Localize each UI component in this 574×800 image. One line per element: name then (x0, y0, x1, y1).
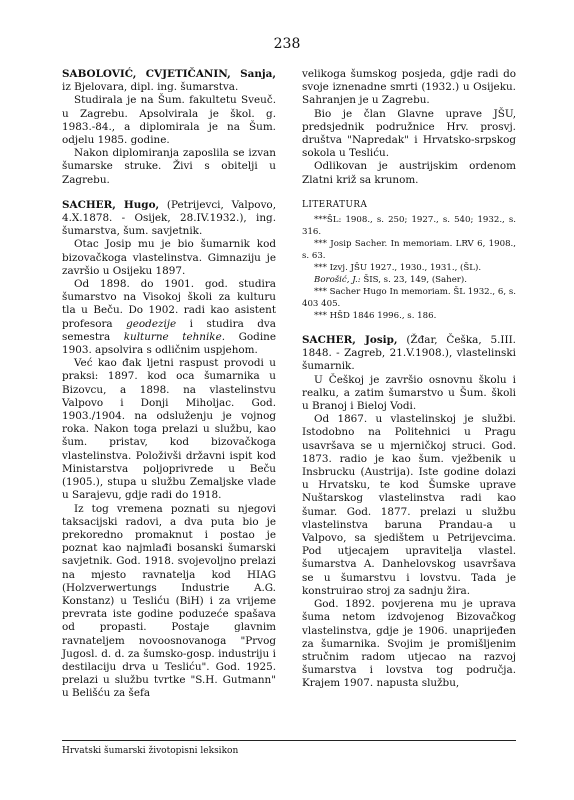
paragraph: Od 1867. u vlastelinskoj je službi. Istodobno na Politehnici u Pragu usavršava se u mjerničkoj struci. God. 1873. radio je kao šum. vježbenik u Insbrucku (Austrija). Iste godine dolazi u Hrvatsku, te kod Šumske uprave Nuštarskog vlastelinstva radi kao šumar. God. 1877. prelazi u službu vlastelinstva baruna Prandau-a u Valpovo, sa sjedištem u Petrijevcima. Pod utjecajem upravitelja vlastel. šumarstva A. Danhelovskog usavršava se u šumarstvu i lovstvu. Tada je konstruirao stroj za sadnju žira. (302, 413, 516, 597)
page-number: 238 (273, 36, 301, 52)
entry-sacher-hugo-continued (302, 68, 516, 187)
paragraph (62, 278, 276, 357)
entry-sacher-josip (302, 334, 516, 690)
literature-item: *** Izvj. JŠU 1927., 1930., 1931., (ŠL). (314, 263, 482, 274)
emphasis: geodezije (126, 317, 177, 330)
footer-title: Hrvatski šumarski životopisni leksikon (62, 746, 239, 756)
paragraph: Već kao đak ljetni raspust provodi u praksi: 1897. kod oca šumarnika u Bizovcu, a 1898. na vlastelinstvu Valpovo i Donji Miholjac. God. 1903./1904. na odsluženju je vojnog roka. Nakon toga prelazi u službu, kao šum. pristav, kod bizovačkoga vlastelinstva. Položivši državni ispit kod Ministarstva poljoprivrede u Beču (1905.), stupa u službu Zemaljske vlade u Sarajevu, gdje radi do 1918. (62, 357, 276, 502)
entry-intro: (Žđar, Češka, 5.III. 1848. - Zagreb, 21.V.1908.), vlastelinski šumarnik. (302, 334, 516, 373)
paragraph: Studirala je na Šum. fakultetu Sveuč. u Zagrebu. Apsolvirala je škol. g. 1983.-84., a diplomirala je na Šum. odjelu 1985. godine. (62, 94, 276, 147)
text-run: . Godine 1903. apsolvira s odličnim uspjehom. (62, 330, 276, 357)
text-run: i studira dva semestra (62, 317, 276, 343)
emphasis: kulturne tehnike (123, 330, 222, 343)
right-column (302, 68, 516, 703)
entry-sabolovic-lead (62, 68, 276, 94)
footer-rule (62, 740, 516, 741)
headword: SACHER, Hugo, (62, 198, 160, 211)
literature-author: Borošić, J.: (314, 275, 361, 286)
literature-heading: LITERATURA (302, 199, 368, 210)
entry-sacher-hugo (62, 199, 276, 701)
entry-intro: iz Bjelovara, dipl. ing. šumarstva. (62, 81, 239, 94)
literature-text: ŠIS, s. 23, 149, (Saher). (360, 275, 467, 286)
text-run: Od 1898. do 1901. god. studira šumarstvo na Visokoj školi za kulturu tla u Beču. Do 1902. radi kao asistent profesora (62, 278, 276, 330)
paragraph: Nakon diplomiranja zaposlila se izvan šumarske struke. Živi s obitelji u Zagrebu. (62, 147, 276, 186)
paragraph: God. 1892. povjerena mu je uprava šuma netom izdvojenog Bizovačkog vlastelinstva, gdje je 1906. unaprijeđen za šumarnika. Svojim je promišljenim stručnim radom utjecao na razvoj šumarstva i lovstva tog područja. Krajem 1907. napusta službu, (302, 598, 516, 690)
literature-item: *** HŠD 1846 1996., s. 186. (314, 311, 437, 322)
paragraph: Bio je član Glavne uprave JŠU, predsjednik podružnice Hrv. prosvj. društva "Napredak" i Hrvatsko-srpskog sokola u Tesliću. (302, 107, 516, 160)
paragraph: Otac Josip mu je bio šumarnik kod bizovačkoga vlastelinstva. Gimnaziju je završio u Osijeku 1897. (62, 238, 276, 277)
entry-sacher-hugo-lead (62, 199, 276, 239)
literature-list (302, 214, 516, 322)
left-column (62, 68, 276, 713)
paragraph: Iz tog vremena poznati su njegovi taksacijski radovi, a dva puta bio je prekoredno promaknut i postao je poznat kao najmlađi bosanski šumarski savjetnik. God. 1918. svojevoljno prelazi na mjesto ravnatelja kod HIAG (Holzverwertungs Industrie A.G. Konstanz) u Tesliću (BiH) i za vrijeme prevrata iste godine poduzeće spašava od propasti. Postaje glavnim ravnateljem novoosnovanoga "Prvog Jugosl. d. d. za šumsko-gosp. industriju i destilaciju drva u Tesliću". God. 1925. prelazi u službu tvrtke "S.H. Gutmann" u Belišću za šefa (62, 502, 276, 700)
entry-sabolovic (62, 68, 276, 187)
headword: SABOLOVIĆ, CVJETIČANIN, Sanja, (62, 68, 276, 80)
literature-item: ***ŠL: 1908., s. 250; 1927., s. 540; 1932., s. 316. (302, 215, 516, 238)
entry-intro: (Petrijevci, Valpovo, 4.X.1878. - Osijek, 28.IV.1932.), ing. šumarstva, šum. savjetnik. (62, 198, 276, 238)
paragraph: Odlikovan je austrijskim ordenom Zlatni križ sa krunom. (302, 160, 516, 186)
paragraph: velikoga šumskog posjeda, gdje radi do svoje iznenadne smrti (1932.) u Osijeku. Sahranjen je u Zagrebu. (302, 68, 516, 107)
literature-item: *** Josip Sacher. In memoriam. LRV 6, 1908., s. 63. (302, 239, 516, 262)
paragraph: U Češkoj je završio osnovnu školu i realku, a zatim šumarstvo u Šum. školi u Branoj i Bieloj Vodi. (302, 373, 516, 413)
literature-item (302, 274, 516, 286)
headword: SACHER, Josip, (302, 334, 398, 347)
literature-item: *** Sacher Hugo In memoriam. ŠL 1932., 6, s. 403 405. (302, 287, 516, 310)
entry-sacher-josip-lead (302, 334, 516, 374)
